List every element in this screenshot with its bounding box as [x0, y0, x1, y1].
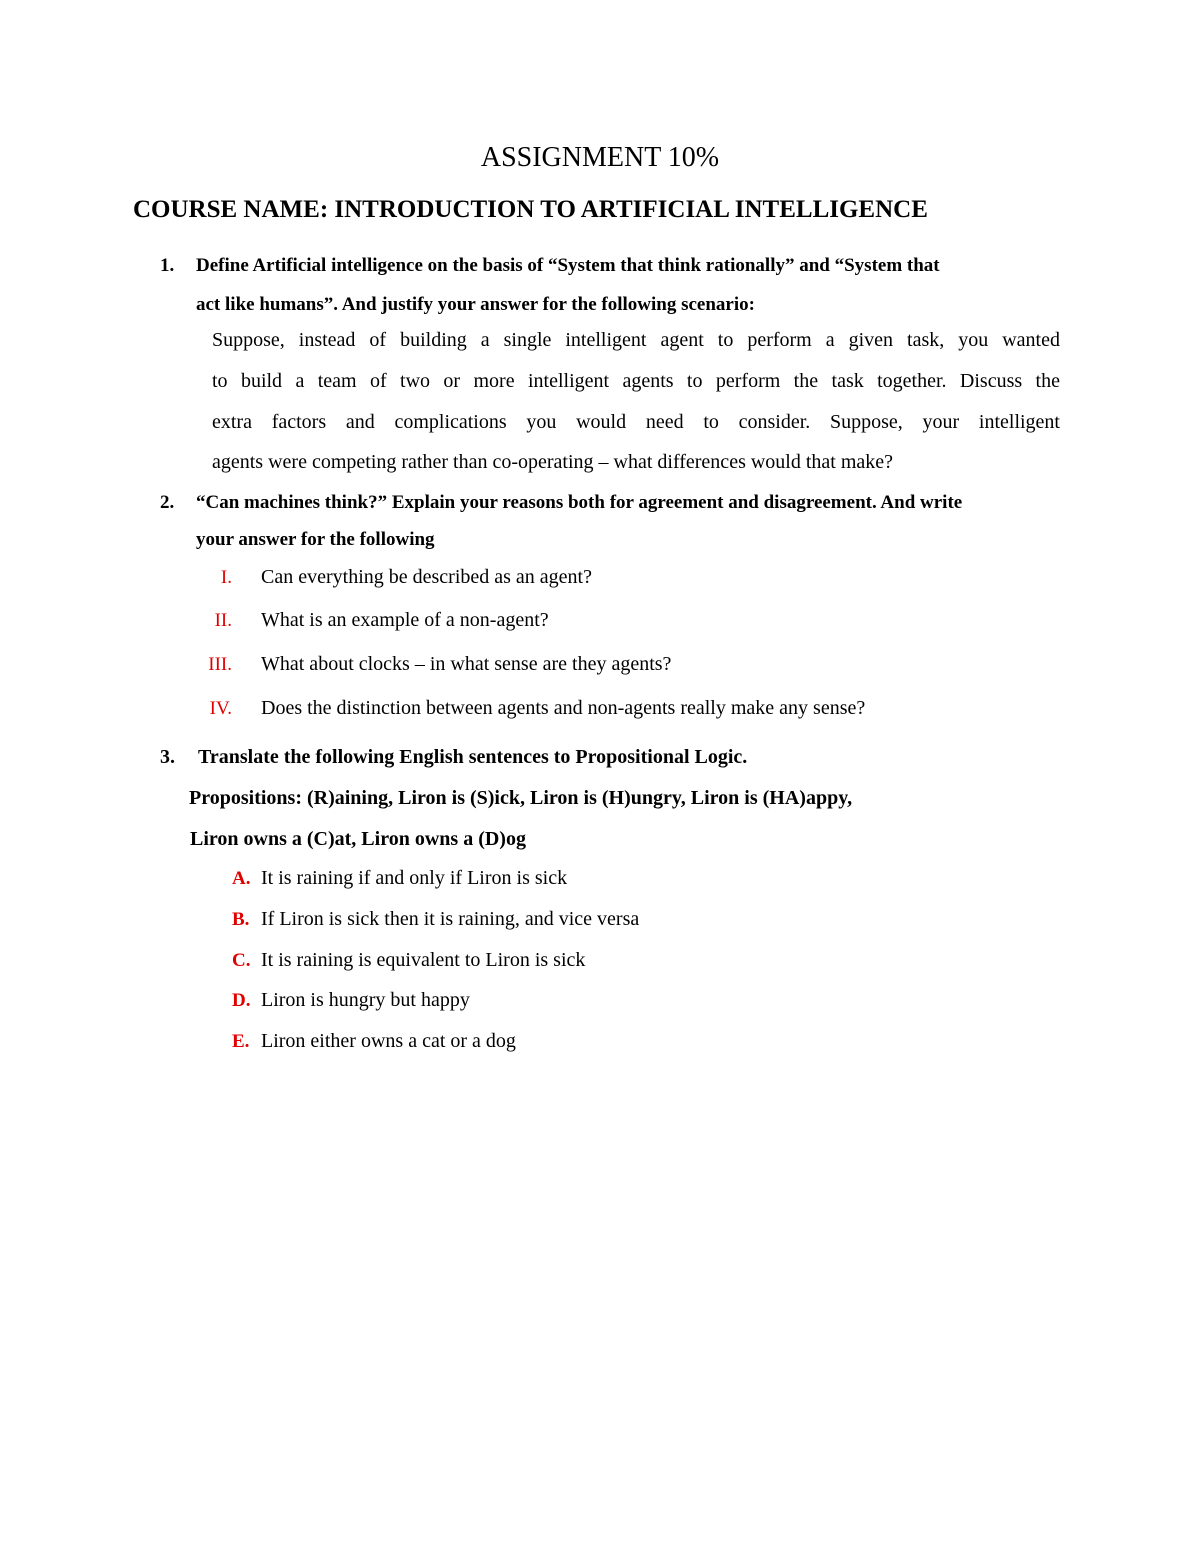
letter-marker-e: E. [232, 1031, 250, 1052]
assignment-title: ASSIGNMENT 10% [480, 142, 720, 173]
letter-marker-d: D. [232, 990, 251, 1011]
propositions-line-1: Propositions: (R)aining, Liron is (S)ick, Liron is (H)ungry, Liron is (HA)appy, [189, 787, 853, 809]
question-3-item-d: Liron is hungry but happy [261, 989, 470, 1011]
question-3-number: 3. [160, 746, 175, 768]
course-name-heading: COURSE NAME: INTRODUCTION TO ARTIFICIAL INTELLIGENCE [133, 196, 928, 223]
question-1-line-1: Define Artificial intelligence on the basis of “System that think rationally” and “System that [196, 255, 940, 276]
question-2-item-2: What is an example of a non-agent? [261, 609, 549, 631]
question-1-line-2: act like humans”. And justify your answer for the following scenario: [196, 294, 755, 315]
roman-marker-1: I. [220, 567, 232, 588]
question-3-line-1: Translate the following English sentences to Propositional Logic. [198, 746, 748, 768]
roman-marker-2: II. [214, 610, 232, 631]
question-3-item-c: It is raining is equivalent to Liron is sick [261, 949, 586, 971]
question-3-item-b: If Liron is sick then it is raining, and vice versa [261, 908, 640, 930]
scenario-line-2: to build a team of two or more intelligent agents to perform the task together. Discuss the [212, 370, 1060, 392]
letter-marker-b: B. [232, 909, 250, 930]
propositions-line-2: Liron owns a (C)at, Liron owns a (D)og [190, 828, 526, 850]
roman-marker-3: III. [208, 654, 232, 675]
scenario-line-3: extra factors and complications you would need to consider. Suppose, your intelligent [212, 411, 1060, 433]
question-2-item-4: Does the distinction between agents and non-agents really make any sense? [261, 697, 866, 719]
question-2-item-1: Can everything be described as an agent? [261, 566, 592, 588]
question-1-number: 1. [160, 255, 175, 276]
question-3-item-e: Liron either owns a cat or a dog [261, 1030, 516, 1052]
question-3-item-a: It is raining if and only if Liron is sick [261, 867, 568, 889]
roman-marker-4: IV. [209, 698, 232, 719]
letter-marker-a: A. [232, 868, 251, 889]
scenario-line-4: agents were competing rather than co-operating – what differences would that make? [212, 451, 894, 473]
question-2-item-3: What about clocks – in what sense are they agents? [261, 653, 672, 675]
question-2-line-2: your answer for the following [196, 529, 435, 550]
question-2-number: 2. [160, 492, 175, 513]
scenario-line-1: Suppose, instead of building a single intelligent agent to perform a given task, you wanted [212, 329, 1060, 351]
letter-marker-c: C. [232, 950, 251, 971]
question-2-line-1: “Can machines think?” Explain your reasons both for agreement and disagreement. And write [196, 492, 963, 513]
